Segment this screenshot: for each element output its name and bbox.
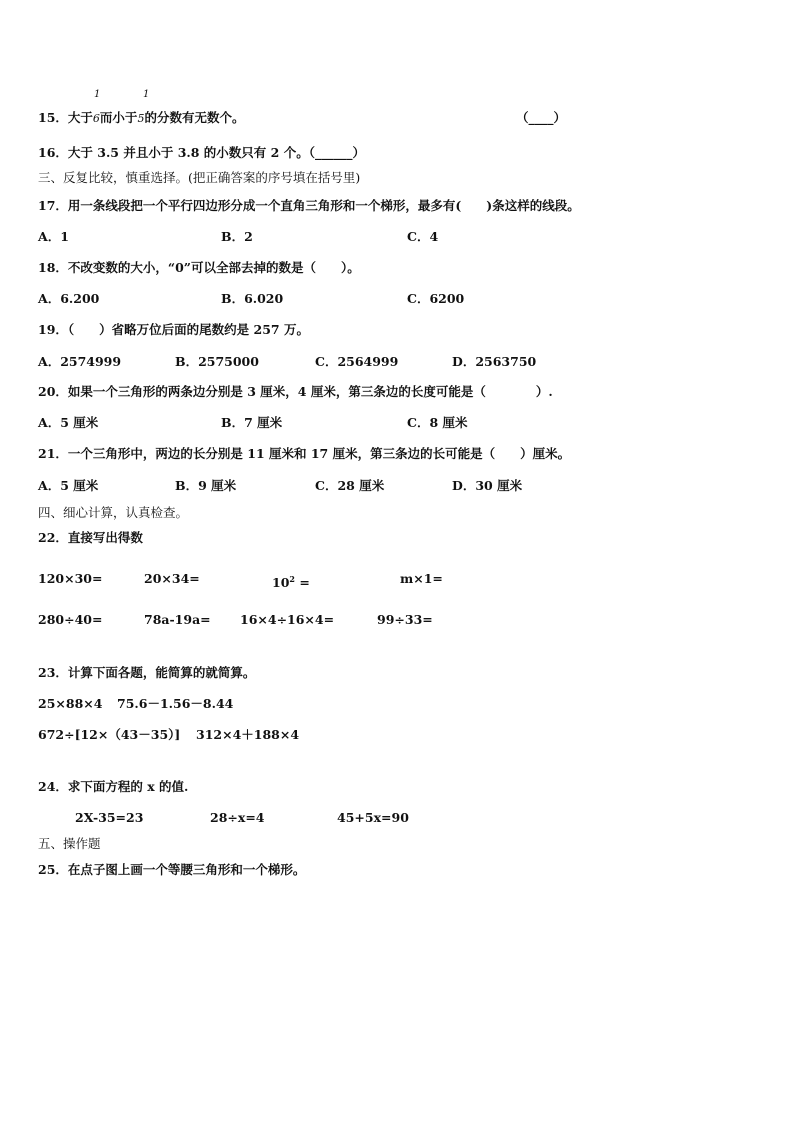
option: A．5 厘米 <box>38 478 99 493</box>
calc-item: 280÷40= <box>38 612 103 627</box>
fraction-numerator: 1 <box>94 89 101 100</box>
question-20: 20．如果一个三角形的两条边分别是 3 厘米，4 厘米，第三条边的长度可能是（ ）. <box>38 384 553 399</box>
question-21: 21．一个三角形中，两边的长分别是 11 厘米和 17 厘米，第三条边的长可能是（ ）厘米。 <box>38 446 571 461</box>
option: B．2 <box>221 229 253 244</box>
calc-item: 16×4÷16×4= <box>240 612 335 627</box>
option: D．2563750 <box>452 354 537 369</box>
answer-blank-15[interactable]: （____） <box>516 110 567 125</box>
option: C．4 <box>407 229 439 244</box>
option: B．2575000 <box>175 354 259 369</box>
option: C．6200 <box>407 291 465 306</box>
option: C．8 厘米 <box>407 415 468 430</box>
option: B．9 厘米 <box>175 478 237 493</box>
calc-item: 20×34= <box>144 571 200 586</box>
calc-item: m×1= <box>400 571 443 586</box>
question-18: 18．不改变数的大小，“0”可以全部去掉的数是（ ）。 <box>38 260 360 275</box>
equation: 2X-35=23 <box>75 810 144 825</box>
equation: 45+5x=90 <box>337 810 409 825</box>
calc-item: 25×88×4 <box>38 696 103 711</box>
question-15: 15．大于6而小于5的分数有无数个。 <box>38 110 245 125</box>
option: C．28 厘米 <box>315 478 385 493</box>
question-25: 25．在点子图上画一个等腰三角形和一个梯形。 <box>38 862 306 877</box>
question-17: 17．用一条线段把一个平行四边形分成一个直角三角形和一个梯形，最多有( )条这样的线段。 <box>38 198 580 213</box>
option: C．2564999 <box>315 354 399 369</box>
option: A．5 厘米 <box>38 415 99 430</box>
question-23: 23．计算下面各题，能简算的就简算。 <box>38 665 256 680</box>
calc-item: 672÷[12×（43－35）] <box>38 727 181 742</box>
calc-item-square: $10^2$ = <box>272 574 310 591</box>
question-24: 24．求下面方程的 x 的值. <box>38 779 189 794</box>
option: A．2574999 <box>38 354 122 369</box>
option: A．6.200 <box>38 291 100 306</box>
option: B．7 厘米 <box>221 415 283 430</box>
calc-item: 78a-19a= <box>144 612 211 627</box>
section-4-heading: 四、细心计算，认真检查。 <box>38 505 189 520</box>
calc-item: 312×4＋188×4 <box>196 727 300 742</box>
equation: 28÷x=4 <box>210 810 265 825</box>
question-22: 22．直接写出得数 <box>38 530 143 545</box>
section-5-heading: 五、操作题 <box>38 836 101 851</box>
calc-item: 75.6－1.56－8.44 <box>117 696 234 711</box>
question-19: 19．（ ）省略万位后面的尾数约是 257 万。 <box>38 322 309 337</box>
section-3-heading: 三、反复比较，慎重选择。(把正确答案的序号填在括号里) <box>38 170 361 185</box>
option: A．1 <box>38 229 69 244</box>
calc-item: 120×30= <box>38 571 103 586</box>
option: D．30 厘米 <box>452 478 523 493</box>
option: B．6.020 <box>221 291 284 306</box>
fraction-numerator: 1 <box>143 89 150 100</box>
question-16: 16．大于 3.5 并且小于 3.8 的小数只有 2 个。（______） <box>38 145 365 160</box>
calc-item: 99÷33= <box>377 612 433 627</box>
